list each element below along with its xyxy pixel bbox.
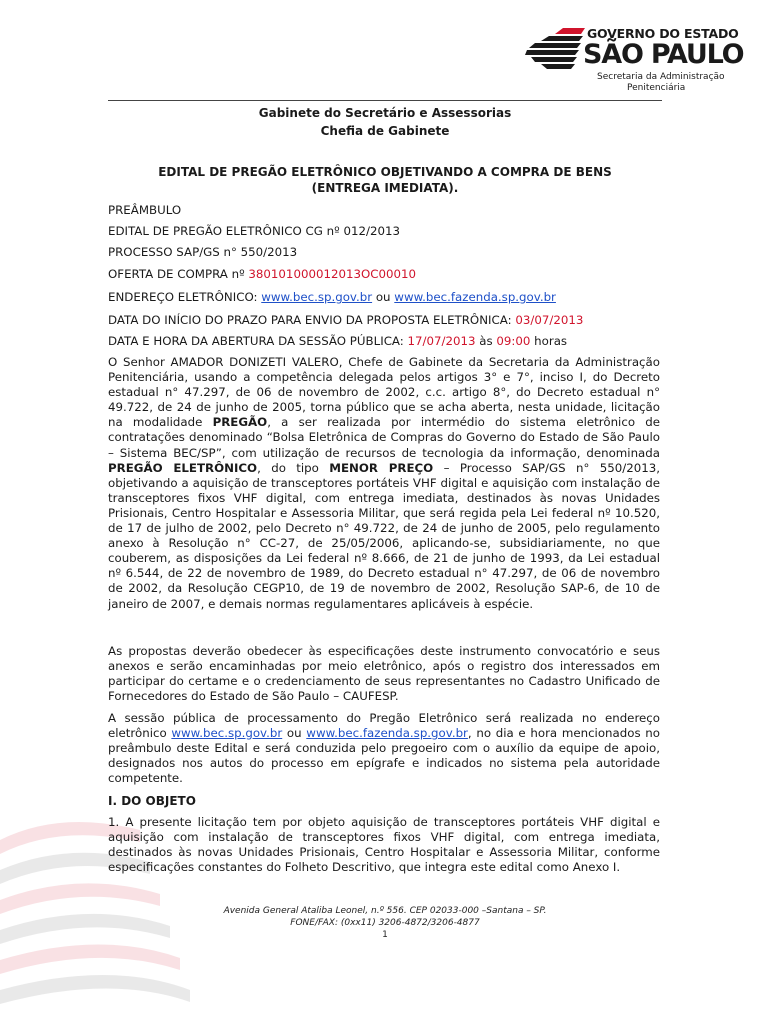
oferta-de-compra (108, 267, 662, 281)
footer-address: Avenida General Ataliba Leonel, n.º 556. CEP 02033-000 –Santana – SP. (223, 906, 547, 916)
session-paragraph (108, 711, 660, 786)
p1-text-a: O Senhor AMADOR DONIZETI VALERO, Chefe de Gabinete da Secretaria da Administração Penitenciária, usando a competência delegada pelos artigos 3° e 7°, inciso I, do Decreto estadual n° 47.297, de 06 de novembro de 2002, c.c. artigo 8°, do Decreto estadual n° 49.722, de 24 de junho de 2005, torna público que se acha aberta, nesta unidade, licitação na modalidade (108, 355, 660, 430)
p3-bec-fazenda-link[interactable]: www.bec.fazenda.sp.gov.br (306, 726, 468, 741)
document-title: EDITAL DE PREGÃO ELETRÔNICO OBJETIVANDO A COMPRA DE BENS (158, 165, 612, 179)
section-heading-objeto: I. DO OBJETO (108, 794, 196, 808)
p1-bold-menor-preco: MENOR PREÇO (329, 460, 434, 475)
inicio-value: 03/07/2013 (515, 313, 584, 327)
logo-line-sao-paulo: SÃO PAULO (583, 39, 744, 70)
logo-line-governo: GOVERNO DO ESTADO (587, 26, 739, 41)
p1-bold-pregao: PREGÃO (212, 415, 268, 430)
endereco-label: ENDEREÇO ELETRÔNICO: (108, 290, 262, 304)
abertura-time: 09:00 (496, 334, 531, 348)
p3-bec-link[interactable]: www.bec.sp.gov.br (171, 726, 283, 741)
p1-text-g: – Processo SAP/GS n° 550/2013, objetivando a aquisição de transceptores portáteis VHF digital e aquisição com instalação de transceptores fixos VHF digital, com entrega imediata, destinados às novas Unidades Prisionais, Centro Hospitalar e Assessoria Militar, que será regida pela Lei federal nº 10.520, de 17 de julho de 2002, pelo Decreto n° 49.722, de 24 de junho de 2005, pelo regulamento anexo à Resolução n° CC-27, de 25/05/2006, aplicando-se, subsidiariamente, no que couberem, as disposições da Lei federal nº 8.666, de 21 de junho de 1993, da Lei estadual nº 6.544, de 22 de novembro de 1989, do Decreto estadual n° 47.297, de 06 de novembro de 2002, da Resolução CEGP10, de 19 de novembro de 2002, Resolução SAP-6, de 10 de janeiro de 2007, e demais normas regulamentares aplicáveis à espécie. (108, 460, 660, 611)
abertura-label: DATA E HORA DA ABERTURA DA SESSÃO PÚBLICA: (108, 334, 408, 348)
preamble-paragraph (108, 355, 660, 612)
abertura-as: às (475, 334, 497, 348)
oferta-label: OFERTA DE COMPRA nº (108, 267, 249, 281)
office-heading: Gabinete do Secretário e Assessorias (258, 106, 512, 120)
proposals-paragraph: As propostas deverão obedecer às especificações deste instrumento convocatório e seus anexos e serão encaminhadas por meio eletrônico, após o registro dos interessados em participar do certame e o credenciamento de seus representantes no Cadastro Unificado de Fornecedores do Estado de São Paulo – CAUFESP. (108, 644, 660, 704)
edital-number: EDITAL DE PREGÃO ELETRÔNICO CG nº 012/2013 (108, 224, 400, 238)
ou-text: ou (372, 290, 395, 304)
p3-text-b: , no dia e hora mencionados no preâmbulo deste Edital e será conduzida pelo pregoeiro com o auxílio da equipe de apoio, designados nos autos do processo em epígrafe e indicados no sistema pela autoridade competente. (108, 726, 660, 786)
logo-line-penitenciaria: Penitenciária (627, 83, 686, 93)
endereco-eletronico (108, 290, 662, 304)
preamble-heading: PREÂMBULO (108, 203, 182, 217)
p1-text-e: , do tipo (257, 460, 330, 475)
page-number: 1 (382, 930, 388, 940)
p1-text-c: , a ser realizada por intermédio do sistema eletrônico de contratações denominado “Bolsa Eletrônica de Compras do Governo do Estado de São Paulo – Sistema BEC/SP”, com utilização de recursos de tecnologia da informação, denominada (108, 415, 660, 460)
processo-number: PROCESSO SAP/GS n° 550/2013 (108, 245, 298, 259)
p1-bold-pregao-eletronico: PREGÃO ELETRÔNICO (108, 460, 258, 475)
footer-phone: FONE/FAX: (0xx11) 3206-4872/3206-4877 (290, 918, 480, 928)
logo-line-secretaria: Secretaria da Administração (597, 72, 725, 82)
data-abertura-sessao (108, 334, 662, 348)
inicio-label: DATA DO INÍCIO DO PRAZO PARA ENVIO DA PROPOSTA ELETRÔNICA: (108, 313, 516, 327)
p3-ou: ou (282, 726, 307, 741)
data-inicio-prazo (108, 313, 662, 327)
office-subheading: Chefia de Gabinete (320, 124, 450, 138)
bec-link[interactable]: www.bec.sp.gov.br (261, 290, 373, 304)
p3-text-a: A sessão pública de processamento do Pregão Eletrônico será realizada no endereço eletrônico (108, 711, 660, 741)
bec-fazenda-link[interactable]: www.bec.fazenda.sp.gov.br (394, 290, 556, 304)
sp-government-logo (525, 18, 744, 98)
document-title-line2: (ENTREGA IMEDIATA). (311, 181, 459, 195)
objeto-paragraph: 1. A presente licitação tem por objeto aquisição de transceptores portáteis VHF digital e aquisição com instalação de transceptores fixos VHF digital, com entrega imediata, destinados às novas Unidades Prisionais, Centro Hospitalar e Assessoria Militar, conforme especificações constantes do Folheto Descritivo, que integra este edital como Anexo I. (108, 815, 660, 875)
abertura-date: 17/07/2013 (407, 334, 476, 348)
flag-stripes-icon (525, 26, 587, 70)
abertura-horas: horas (530, 334, 568, 348)
header-divider (108, 100, 662, 101)
oferta-value: 380101000012013OC00010 (248, 267, 417, 281)
